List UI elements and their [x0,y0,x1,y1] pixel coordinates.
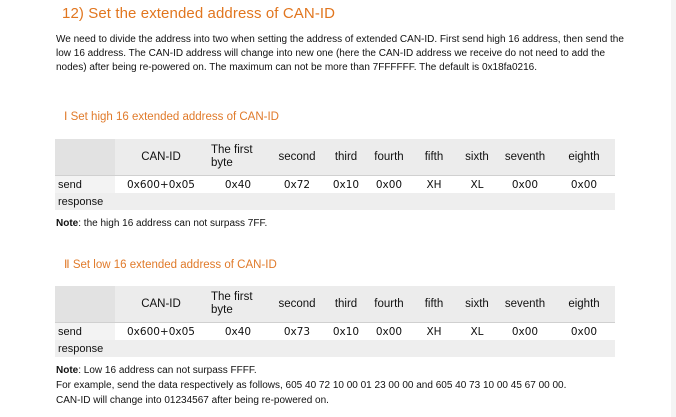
section-heading: 12) Set the extended address of CAN-ID [62,5,336,22]
header-cell: eighth [553,286,615,323]
table-cell: 0x600+0x05 [115,176,207,194]
header-cell: The first byte [207,286,269,323]
example-line: CAN-ID will change into 01234567 after being re-powered on. [56,395,329,406]
table-cell [553,193,615,210]
table-cell [325,193,367,210]
note-line [56,363,656,378]
table-cell: XH [411,176,457,194]
table-cell: XL [457,176,497,194]
row-label: send [55,176,115,194]
table-cell: XL [457,323,497,341]
header-cell: fifth [411,139,457,176]
table-header-row [55,139,615,176]
note-text: : Low 16 address can not surpass FFFF. [78,365,257,376]
table-cell: 0x73 [269,323,325,341]
header-cell: The first byte [207,139,269,176]
high-address-table [55,139,615,210]
example-line: For example, send the data respectively as follows, 605 40 72 10 00 01 23 00 00 and 605 40 73 10 00 45 67 00 00. [56,380,567,391]
table-cell [115,193,207,210]
header-cell [55,139,115,176]
intro-paragraph: We need to divide the address into two when setting the address of extended CAN-ID. First send high 16 address, then send the low 16 address. The CAN-ID address will change into new one (here the CAN-ID address we receive do not need to add the nodes) after being re-powered on. The maximum can not be more than 7FFFFFF. The default is 0x18fa0216. [56,34,624,73]
header-cell: sixth [457,139,497,176]
note-low [56,363,656,408]
subheading-low-16: Ⅱ Set low 16 extended address of CAN-ID [64,259,277,271]
table-cell: 0x00 [367,176,411,194]
header-cell: fifth [411,286,457,323]
table-cell: 0x10 [325,176,367,194]
header-cell: sixth [457,286,497,323]
table-header-row [55,286,615,323]
note-label: Note [56,218,79,229]
low-address-table [55,286,615,357]
header-cell [55,286,115,323]
header-cell: eighth [553,139,615,176]
table-cell [497,193,553,210]
scrollbar-track[interactable] [671,0,676,417]
note-high [56,216,267,231]
header-cell: seventh [497,286,553,323]
table-cell: XH [411,323,457,341]
table-cell: 0x00 [497,323,553,341]
table-cell [269,340,325,357]
header-cell: fourth [367,286,411,323]
table-cell: 0x00 [367,323,411,341]
table-cell [411,193,457,210]
row-label: send [55,323,115,341]
header-cell: CAN-ID [115,139,207,176]
table-cell: 0x72 [269,176,325,194]
header-cell: seventh [497,139,553,176]
table-cell [325,340,367,357]
table-cell: 0x00 [553,176,615,194]
table-cell [367,193,411,210]
header-cell: second [269,139,325,176]
table-row [55,176,615,194]
table-cell: 0x00 [553,323,615,341]
header-cell: second [269,286,325,323]
table-cell [269,193,325,210]
note-label: Note [56,365,79,376]
table-row [55,193,615,210]
table-row [55,340,615,357]
table-cell [497,340,553,357]
header-cell: CAN-ID [115,286,207,323]
table-cell [115,340,207,357]
table-cell: 0x40 [207,176,269,194]
header-cell: fourth [367,139,411,176]
table-cell [457,193,497,210]
header-cell: third [325,139,367,176]
table-cell [207,193,269,210]
table-cell: 0x40 [207,323,269,341]
table-cell: 0x600+0x05 [115,323,207,341]
table-cell [367,340,411,357]
table-cell: 0x10 [325,323,367,341]
table-cell [411,340,457,357]
row-label: response [55,340,115,357]
header-cell: third [325,286,367,323]
table-cell [457,340,497,357]
table-cell [553,340,615,357]
table-row [55,323,615,341]
row-label: response [55,193,115,210]
note-text: : the high 16 address can not surpass 7FF. [78,218,268,229]
table-cell: 0x00 [497,176,553,194]
table-cell [207,340,269,357]
subheading-high-16: Ⅰ Set high 16 extended address of CAN-ID [64,111,279,123]
